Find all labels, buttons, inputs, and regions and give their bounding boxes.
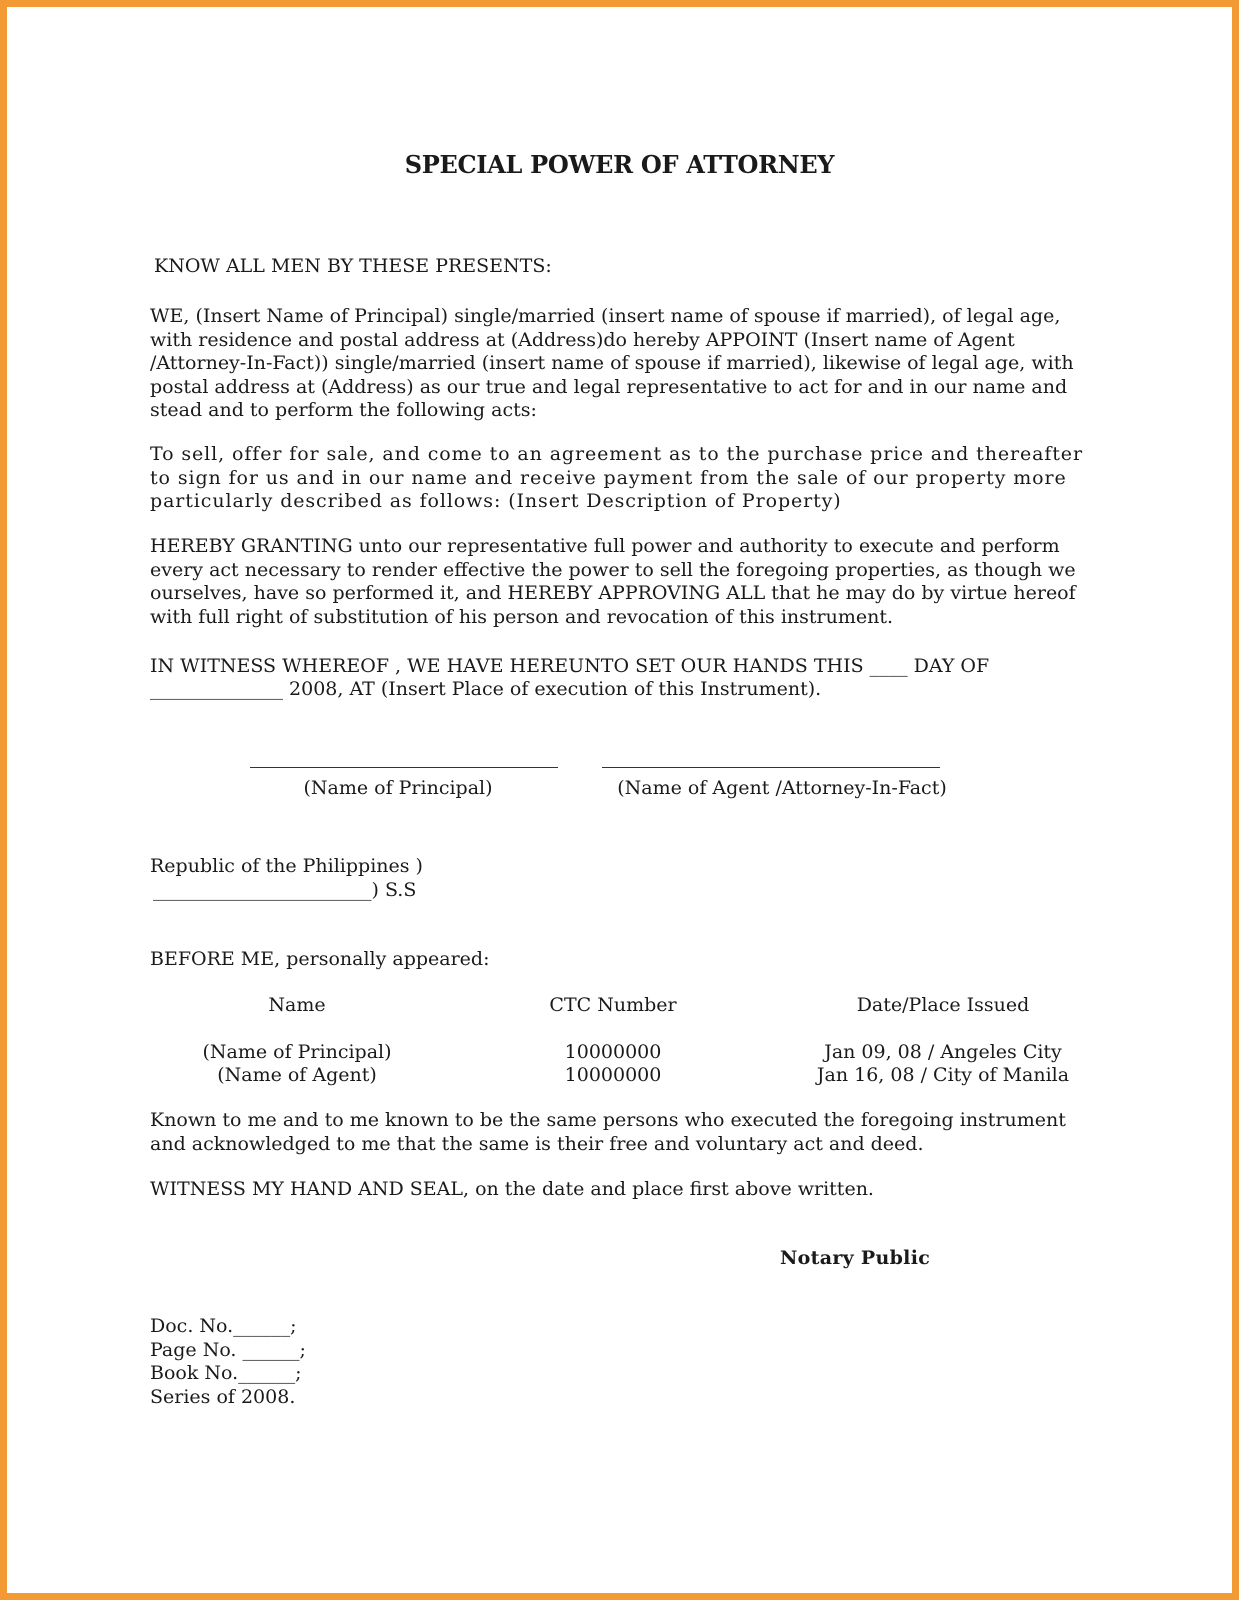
table-row-agent-ctc: 10000000 xyxy=(564,1064,662,1086)
granting-paragraph: HEREBY GRANTING unto our representative full power and authority to execute and perform every act necessary to render effective the power to sell the foregoing properties, as though we ourselves, have so performed it, and HEREBY APPROVING ALL that he may do by virtue hereof with full right of substitution of his person and revocation of this instrument. xyxy=(150,535,1076,628)
table-row-agent-name: (Name of Agent) xyxy=(217,1064,377,1086)
doc-info-block xyxy=(150,1315,306,1409)
table-header-ctc: CTC Number xyxy=(549,994,677,1016)
appointment-paragraph: WE, (Insert Name of Principal) single/married (insert name of spouse if married), of legal age, with residence and postal address at (Address)do hereby APPOINT (Insert name of Agent /Attorney-In-Fact)) single/married (insert name of spouse if married), likewise of legal age, with postal address at (Address) as our true and legal representative to act for and in our name and stead and to perform the following acts: xyxy=(150,305,1074,421)
witness-whereof-line-1: IN WITNESS WHEREOF , WE HAVE HEREUNTO SET OUR HANDS THIS ____ DAY OF xyxy=(150,655,990,677)
doc-number: Doc. No.______; xyxy=(150,1315,297,1337)
table-row-principal-ctc: 10000000 xyxy=(564,1041,662,1063)
venue-city: _______________________) S.S xyxy=(153,879,417,901)
table-row-principal-date: Jan 09, 08 / Angeles City xyxy=(824,1041,1062,1063)
book-number: Book No.______; xyxy=(150,1362,302,1384)
principal-signature-label: (Name of Principal) xyxy=(303,777,493,799)
principal-signature-line xyxy=(250,767,558,768)
witness-whereof-line-2: ______________ 2008, AT (Insert Place of execution of this Instrument). xyxy=(150,678,822,700)
known-to-me-paragraph: Known to me and to me known to be the same persons who executed the foregoing instrument and acknowledged to me that the same is their free and voluntary act and deed. xyxy=(150,1109,1066,1155)
salutation: KNOW ALL MEN BY THESE PRESENTS: xyxy=(154,255,552,277)
table-row-principal-name: (Name of Principal) xyxy=(202,1041,392,1063)
series-year: Series of 2008. xyxy=(150,1385,296,1408)
table-row-agent-date: Jan 16, 08 / City of Manila xyxy=(816,1064,1070,1086)
sale-paragraph: To sell, offer for sale, and come to an agreement as to the purchase price and thereafter to sign for us and in our name and receive payment from the sale of our property more particularly described as follows: (Insert Description of Property) xyxy=(150,443,1083,512)
notary-public-label: Notary Public xyxy=(780,1247,931,1269)
agent-signature-line xyxy=(602,767,940,768)
witness-seal-line: WITNESS MY HAND AND SEAL, on the date and place first above written. xyxy=(150,1178,874,1200)
document-title: SPECIAL POWER OF ATTORNEY xyxy=(404,150,835,179)
agent-signature-label: (Name of Agent /Attorney-In-Fact) xyxy=(617,777,947,799)
acknowledgment-intro: BEFORE ME, personally appeared: xyxy=(150,948,490,970)
table-header-date-place: Date/Place Issued xyxy=(856,994,1030,1016)
venue-country: Republic of the Philippines ) xyxy=(150,855,423,877)
page-number: Page No. ______; xyxy=(150,1338,306,1361)
table-header-name: Name xyxy=(268,994,326,1016)
